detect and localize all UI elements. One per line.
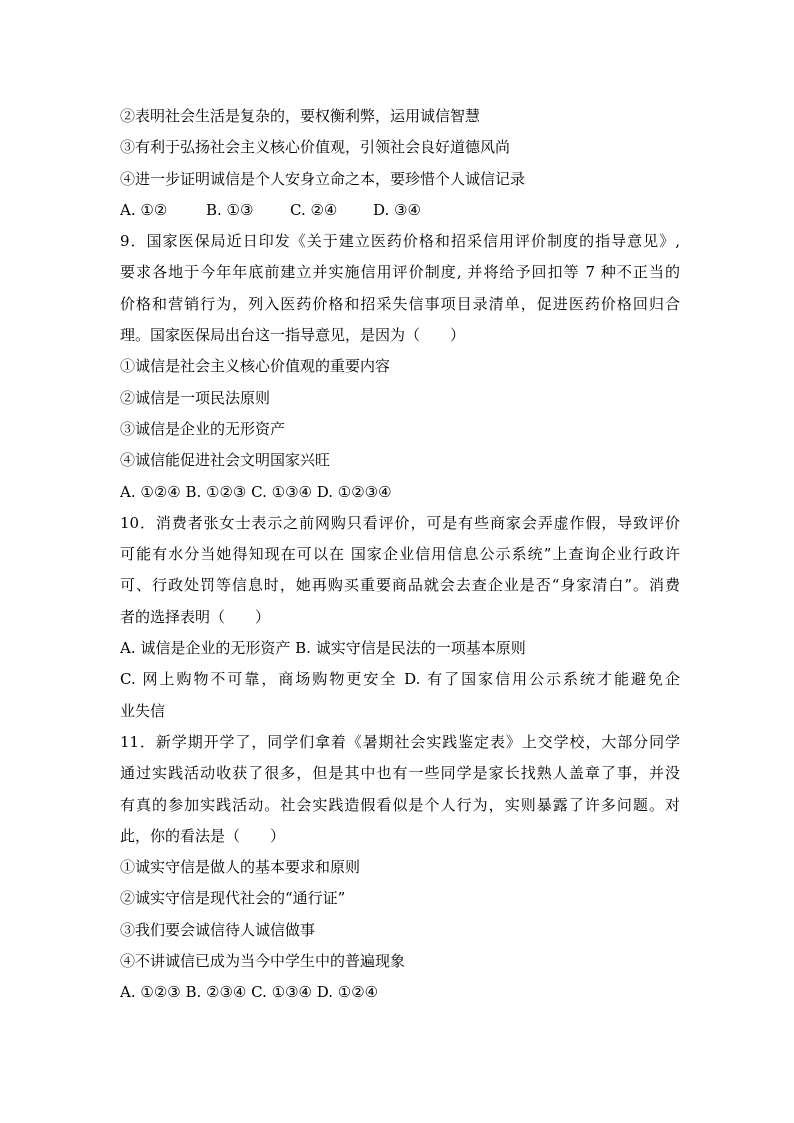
q11-options: A. ①②③ B. ②③④ C. ①③④ D. ①②④ xyxy=(120,983,379,1002)
q9-options: A. ①②④ B. ①②③ C. ①③④ D. ①②③④ xyxy=(120,482,392,501)
q10-stem-line-1: 10．消费者张女士表示之前网购只看评价，可是有些商家会弄虚作假，导致评价 xyxy=(120,513,680,532)
q9-stem-line-3: 价格和营销行为，列入医药价格和招采失信事项目录清单，促进医药价格回归合 xyxy=(120,294,680,313)
q8-option-a: A. ①② xyxy=(120,200,168,219)
q8-item-3: ③有利于弘扬社会主义核心价值观，引领社会良好道德风尚 xyxy=(120,138,511,157)
q11-stem-line-1: 11．新学期开学了，同学们拿着《暑期社会实践鉴定表》上交学校，大部分同学 xyxy=(120,732,680,751)
q8-options xyxy=(120,195,680,226)
q8-item-4: ④进一步证明诚信是个人安身立命之本，要珍惜个人诚信记录 xyxy=(120,169,526,188)
q11-item-2: ②诚实守信是现代社会的“通行证” xyxy=(120,889,346,908)
q9-item-2: ②诚信是一项民法原则 xyxy=(120,388,271,407)
q10-stem-line-4: 者的选择表明（ ） xyxy=(120,607,271,626)
q9-item-3: ③诚信是企业的无形资产 xyxy=(120,419,286,438)
q11-stem-line-4: 此，你的看法是（ ） xyxy=(120,826,286,845)
q11-item-4: ④不讲诚信已成为当今中学生中的普遍现象 xyxy=(120,952,406,971)
q11-item-1: ①诚实守信是做人的基本要求和原则 xyxy=(120,858,361,877)
q11-stem-line-3: 有真的参加实践活动。社会实践造假看似是个人行为，实则暴露了许多问题。对 xyxy=(120,795,680,814)
q8-option-b: B. ①③ xyxy=(206,200,254,219)
q9-stem-line-4: 理。国家医保局出台这一指导意见，是因为（ ） xyxy=(120,326,466,345)
q8-option-d: D. ③④ xyxy=(373,200,421,219)
q9-stem-line-2: 要求各地于今年年底前建立并实施信用评价制度, 并将给予回扣等 7 种不正当的 xyxy=(120,263,680,282)
q9-stem-line-1: 9．国家医保局近日印发《关于建立医药价格和招采信用评价制度的指导意见》, xyxy=(120,232,680,251)
q9-item-4: ④诚信能促进社会文明国家兴旺 xyxy=(120,451,331,470)
q11-stem-line-2: 通过实践活动收获了很多，但是其中也有一些同学是家长找熟人盖章了事，并没 xyxy=(120,764,680,783)
q8-option-c: C. ②④ xyxy=(290,200,338,219)
exam-content xyxy=(120,101,680,1009)
q10-options-line-1: A. 诚信是企业的无形资产 B. 诚实守信是民法的一项基本原则 xyxy=(120,639,526,658)
q11-item-3: ③我们要会诚信待人诚信做事 xyxy=(120,920,316,939)
q10-stem-line-2: 可能有水分当她得知现在可以在 国家企业信用信息公示系统”上查询企业行政许 xyxy=(120,545,680,564)
q9-item-1: ①诚信是社会主义核心价值观的重要内容 xyxy=(120,357,391,376)
q10-stem-line-3: 可、行政处罚等信息时，她再购买重要商品就会去查企业是否“身家清白”。消费 xyxy=(120,576,680,595)
q10-options-line-3: 业失信 xyxy=(120,701,166,720)
q8-item-2: ②表明社会生活是复杂的，要权衡利弊，运用诚信智慧 xyxy=(120,107,481,125)
q10-options-line-2: C. 网上购物不可靠，商场购物更安全 D. 有了国家信用公示系统才能避免企 xyxy=(120,670,680,689)
